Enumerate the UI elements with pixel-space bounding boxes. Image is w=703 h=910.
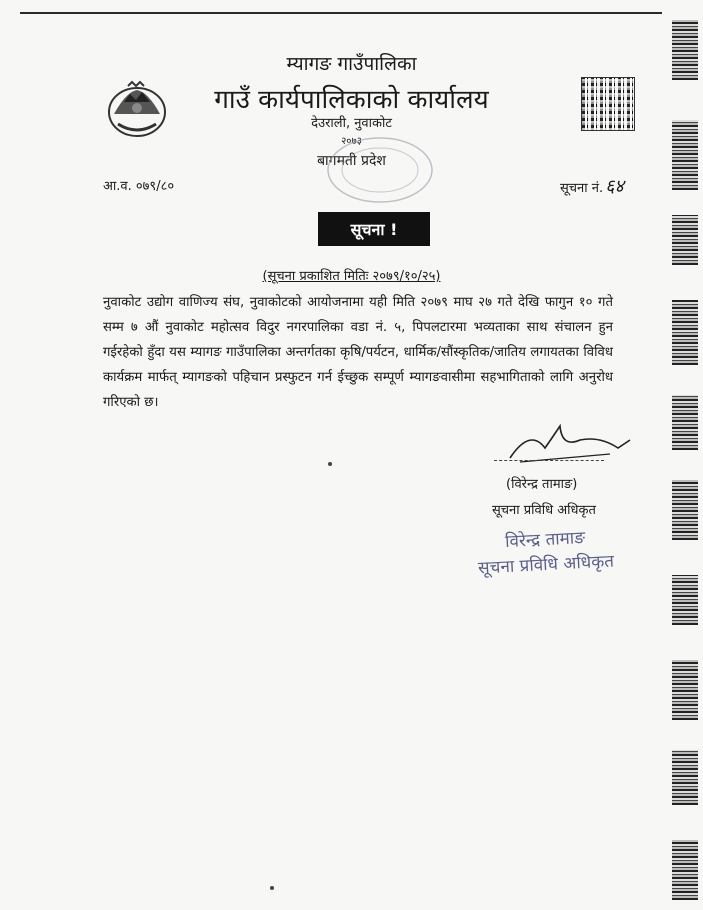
- notice-title-text: सूचना !: [350, 220, 398, 239]
- role-stamp: सूचना प्रविधि अधिकृत: [477, 551, 615, 579]
- municipality-name: म्यागङ गाउँपालिका: [286, 53, 417, 75]
- published-date-text: (सूचना प्रकाशित मितिः २०७९/१०/२५): [262, 269, 441, 284]
- signatory-name: (विरेन्द्र तामाङ): [506, 477, 578, 492]
- scan-speck: [270, 886, 274, 890]
- office-name: गाउँ कार्यपालिकाको कार्यालय: [214, 85, 489, 115]
- name-stamp: विरेन्द्र तामाङ: [504, 527, 586, 553]
- notice-title: [318, 212, 430, 246]
- published-date: [0, 266, 703, 284]
- fiscal-year: आ.व. ०७९/८०: [103, 179, 175, 194]
- notice-number: [560, 174, 624, 198]
- notice-body: नुवाकोट उद्योग वाणिज्य संघ, नुवाकोटको आयोजनामा यही मिति २०७९ माघ २७ गते देखि फागुन १० गते सम्म ७ औं नुवाकोट महोत्सव विदुर नगरपालिका वडा नं. ५, पिपलटारमा भव्यताका साथ संचालन हुन गईरहेको हुँदा यस म्यागङ गाउँपालिका अन्तर्गतका कृषि/पर्यटन, धार्मिक/सौंस्कृतिक/जातिय लगायतका विविध कार्यक्रम मार्फत् म्यागङको पहिचान प्रस्फुटन गर्न ईच्छुक सम्पूर्ण म्यागङवासीमा सहभागिताको लागि अनुरोध गरिएको छ।: [103, 295, 613, 410]
- notice-number-label: सूचना नं.: [560, 181, 604, 196]
- established-year: २०७३: [341, 136, 362, 147]
- signatory-role: सूचना प्रविधि अधिकृत: [492, 503, 596, 518]
- signature-line: [494, 460, 604, 461]
- office-address: देउराली, नुवाकोट: [311, 116, 392, 131]
- notice-number-value: ६४: [605, 176, 624, 197]
- office-stamp-icon: [325, 135, 435, 205]
- scan-speck: [328, 462, 332, 466]
- top-border: [20, 12, 662, 14]
- province-name: बागमती प्रदेश: [317, 153, 386, 169]
